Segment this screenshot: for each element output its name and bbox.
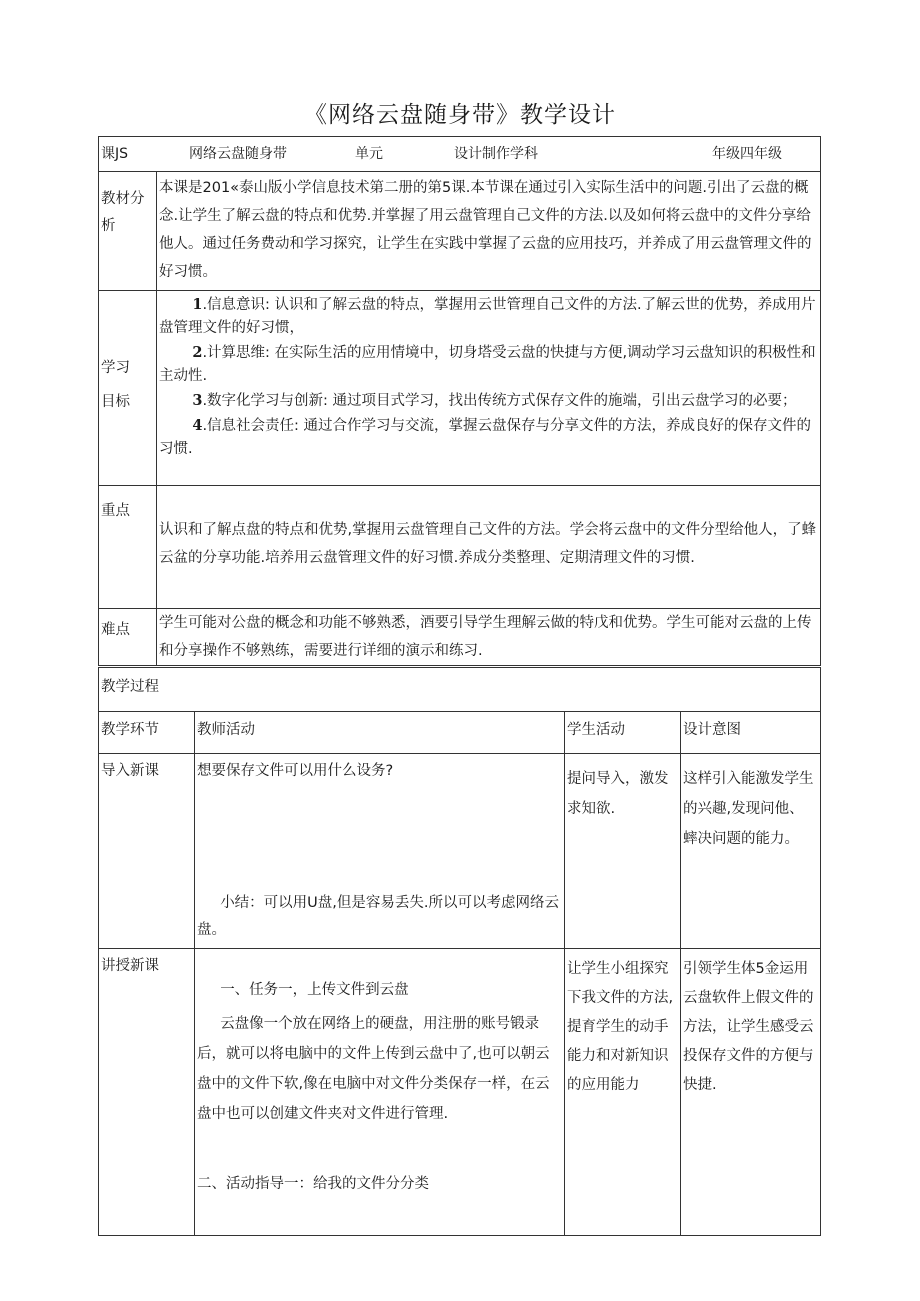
subject-label: 设计制作学科 (454, 145, 538, 162)
lecture-stage: 讲授新课 (99, 949, 195, 1236)
lecture-task-heading: 一、任务一，上传文件到云盘 (220, 982, 409, 998)
lecture-task-text: 云盘像一个放在网络上的硬盘，用注册的账号锻录后，就可以将电脑中的文件上传到云盘中了,也可以朝云盘中的文件下软,像在电脑中对文件分类保存一样，在云盘中也可以创建文件夹对文件进行管理. (197, 1016, 550, 1122)
course-label: 课JS (101, 145, 129, 162)
key-points-label: 重点 (99, 486, 157, 609)
course-value: 网络云盘随身带 (189, 145, 287, 162)
objective-item-2: 2.计算思维: 在实际生活的应用情境中，切身塔受云盘的快捷与方便,调动学习云盘知识的积极性和主动性. (159, 344, 816, 384)
textbook-text: 本课是201«泰山版小学信息技术第二册的第5课.本节课在通过引入实际生活中的问题.引出了云盘的概念.让学生了解云盘的特点和优势.并掌握了用云盘管理自己文件的方法.以及如何将云盘中的文件分享给他人。通过任务费动和学习探究，让学生在实践中掌握了云盘的应用技巧，并养成了用云盘管理文件的好习惯。 (159, 180, 812, 280)
lecture-row (99, 949, 821, 1236)
objectives-row (99, 291, 821, 486)
difficulties-row (99, 609, 821, 666)
objective-item-4: 4.信息社会责任: 通过合作学习与交流，掌握云盘保存与分享文件的方法，养成良好的保存文件的习惯. (159, 417, 812, 457)
intro-row (99, 754, 821, 949)
intro-teacher-summary: 小结：可以用U盘,但是容易丢失.所以可以考虑网络云盘。 (197, 895, 560, 938)
difficulties-label: 难点 (99, 609, 157, 666)
difficulties-text: 学生可能对公盘的概念和功能不够熟悉，酒要引导学生理解云做的特戊和优势。学生可能对云盘的上传和分享操作不够熟练，需要进行详细的演示和练习. (159, 615, 812, 659)
process-title-row (99, 668, 821, 712)
col-stage-header: 教学环节 (99, 712, 195, 754)
intro-teacher-question: 想要保存文件可以用什么设务? (197, 763, 394, 779)
col-intent-header: 设计意图 (681, 712, 821, 754)
objective-item-1: 1.信息意识: 认识和了解云盘的特点，掌握用云世管理自己文件的方法.了解云世的优势，养成用片盘管理文件的好习惯， (159, 296, 816, 336)
page-title: 《网络云盘随身带》教学设计 (304, 102, 616, 128)
process-title: 教学过程 (99, 668, 821, 712)
objectives-label-1: 学习 (101, 360, 130, 376)
col-teacher-header: 教师活动 (195, 712, 565, 754)
objectives-label-2: 目标 (101, 394, 130, 410)
lecture-activity-heading: 二、活动指导一：给我的文件分分类 (197, 1176, 429, 1192)
key-points-text: 认识和了解点盘的特点和优势,掌握用云盘管理自己文件的方法。学会将云盘中的文件分型给他人，了蜂云盆的分享功能.培养用云盘管理文件的好习惯.养成分类整理、定期清理文件的习惯. (159, 522, 817, 566)
grade-label: 年级四年级 (712, 145, 782, 162)
intro-student: 提问导入，激发求知欲. (565, 754, 681, 949)
textbook-label-2: 析 (101, 218, 116, 234)
col-student-header: 学生活动 (565, 712, 681, 754)
lesson-info-table (98, 136, 821, 666)
textbook-row (99, 172, 821, 291)
intro-stage: 导入新课 (99, 754, 195, 949)
objective-item-3: 3.数字化学习与创新: 通过项目式学习，找出传统方式保存文件的施端，引出云盘学习的必要； (192, 392, 797, 409)
process-header-row (99, 712, 821, 754)
lecture-intent: 引领学生体5金运用云盘软件上假文件的方法，让学生感受云投保存文件的方便与快捷. (681, 949, 821, 1236)
header-row (99, 137, 821, 172)
textbook-label-1: 教材分 (101, 191, 145, 207)
intro-intent: 这样引入能激发学生的兴趣,发现问他、蟀决问题的能力。 (681, 754, 821, 949)
unit-label: 单元 (355, 145, 383, 162)
key-points-row (99, 486, 821, 609)
lecture-student: 让学生小组探究下我文件的方法,提育学生的动手能力和对新知识的应用能力 (565, 949, 681, 1236)
teaching-process-table (98, 667, 821, 1236)
